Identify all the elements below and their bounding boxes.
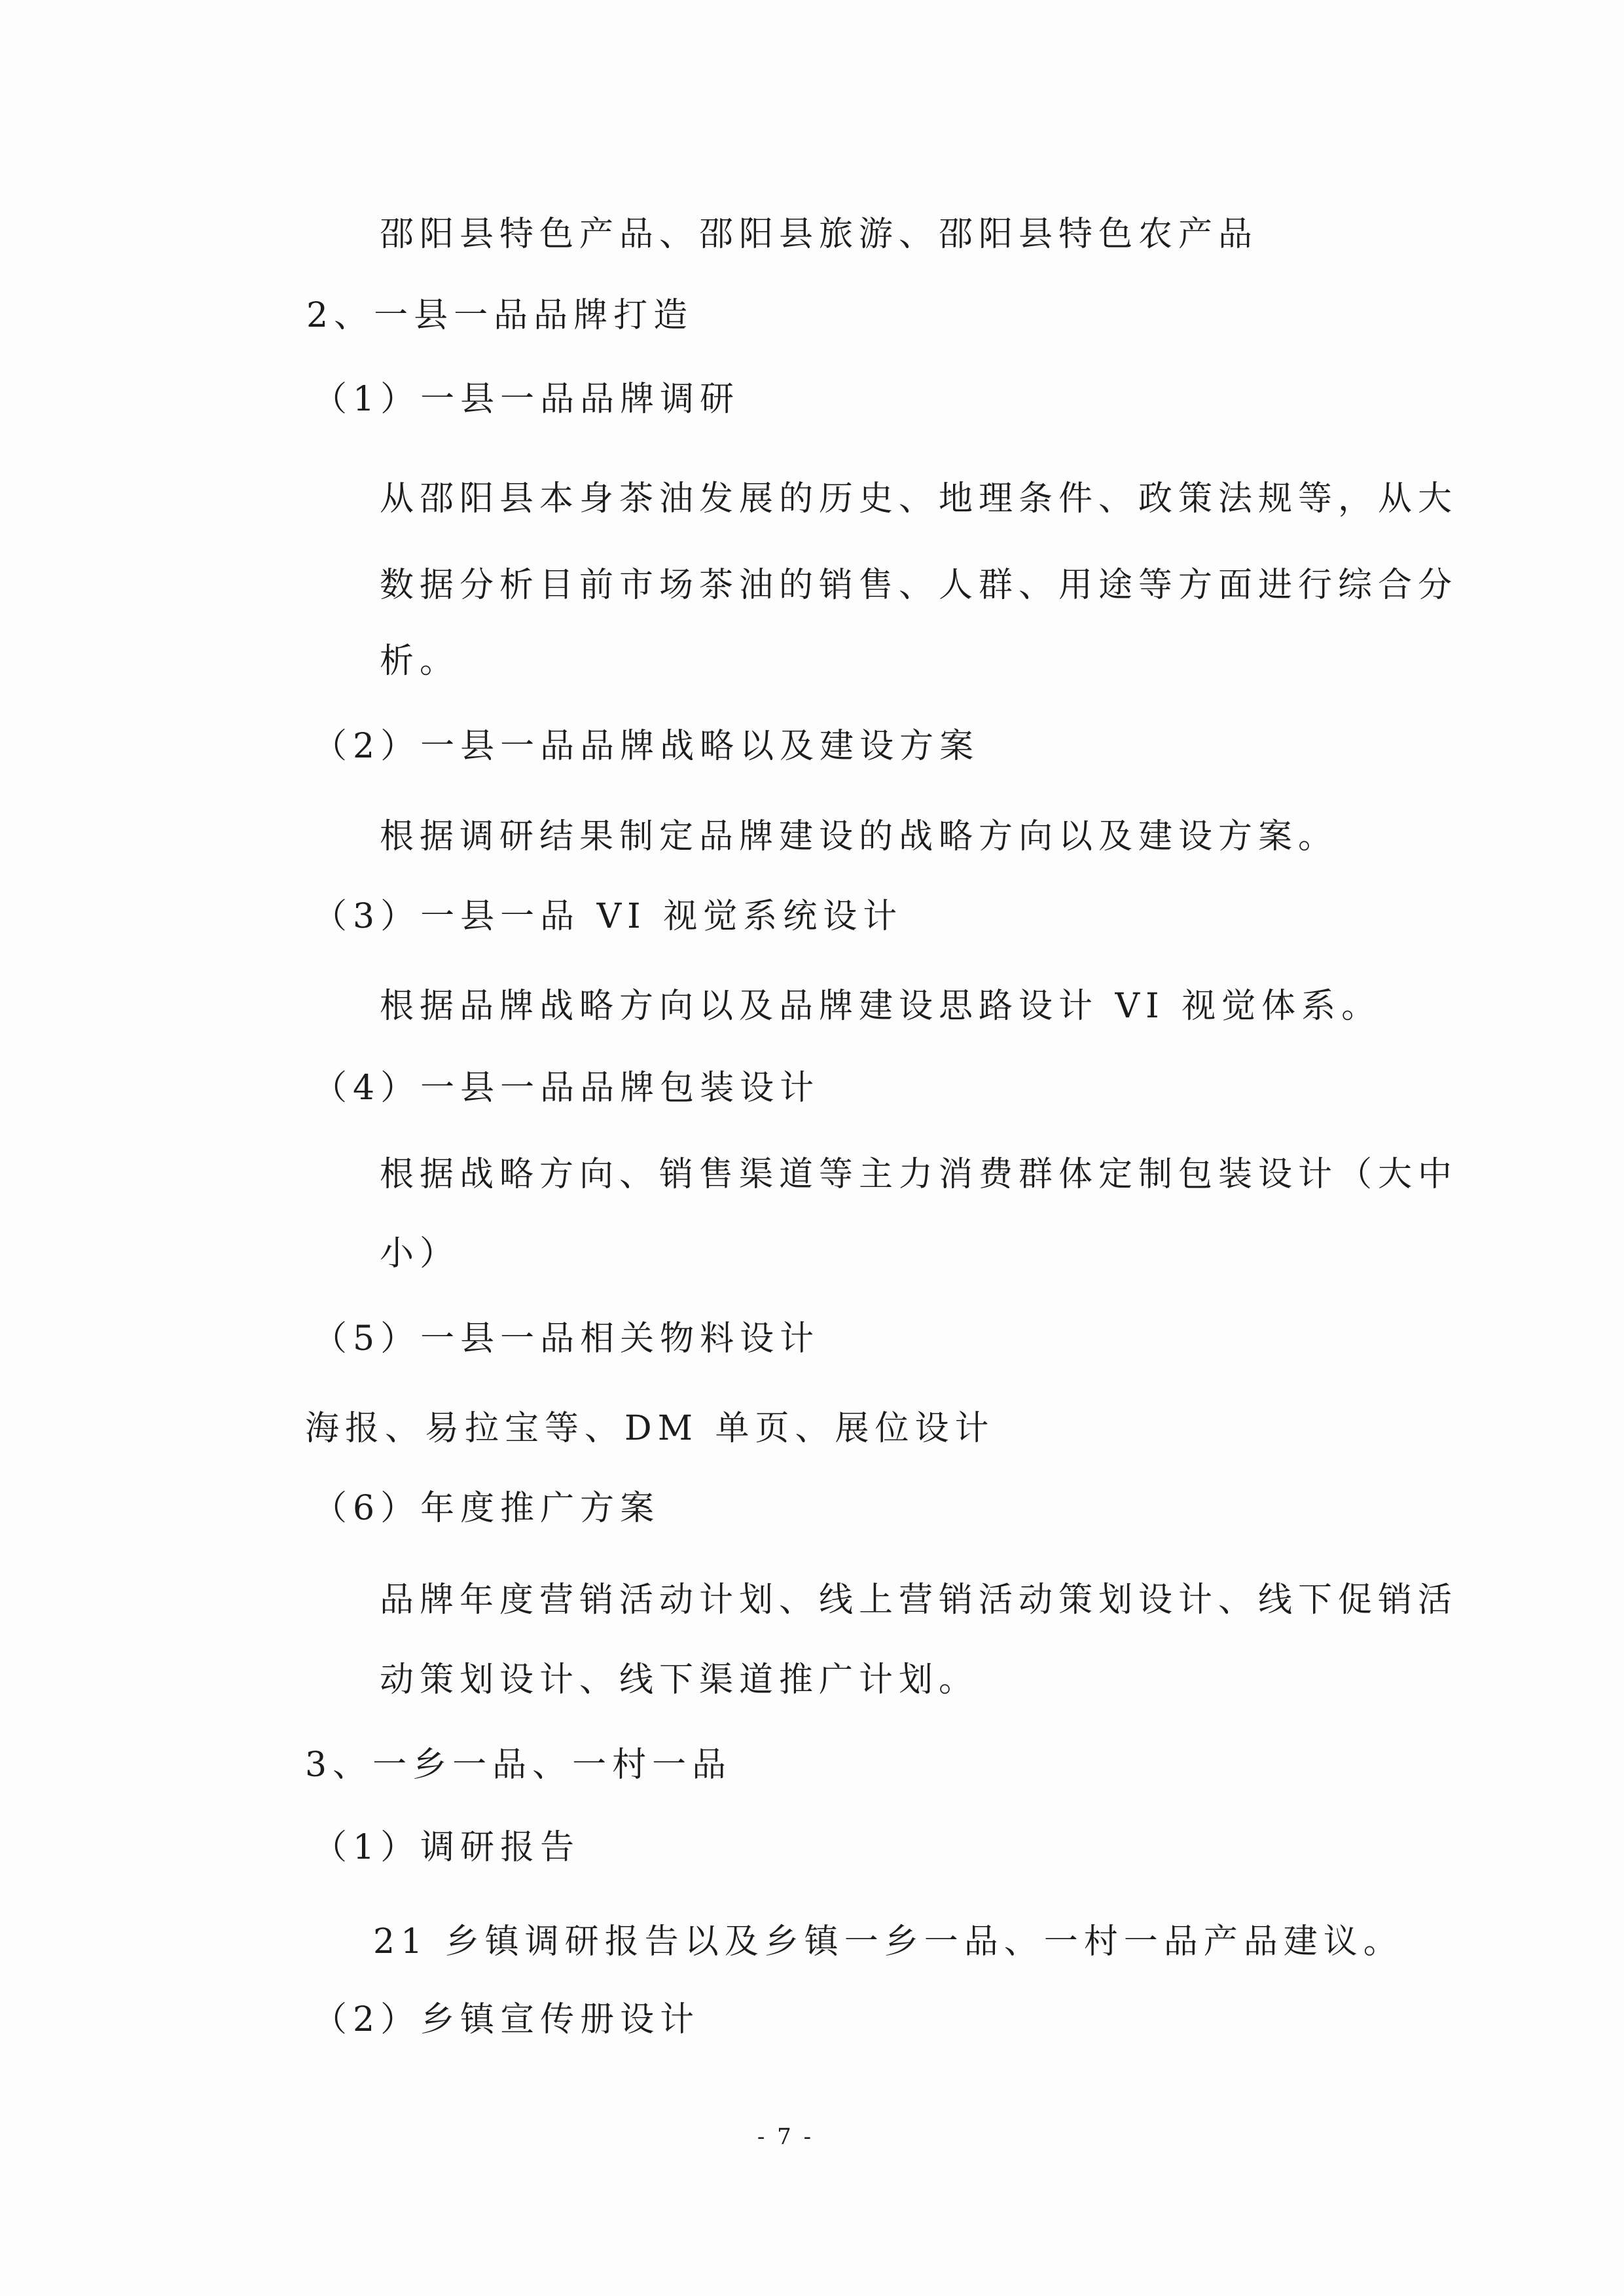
body-text-line: 析。 [380, 642, 460, 681]
subsection-heading: （2）乡镇宣传册设计 [313, 2000, 700, 2039]
subsection-heading: （4）一县一品品牌包装设计 [313, 1068, 820, 1108]
body-text-line: 动策划设计、线下渠道推广计划。 [380, 1660, 979, 1700]
subsection-heading: （3）一县一品 VI 视觉系统设计 [313, 897, 903, 936]
body-text-line: 21 乡镇调研报告以及乡镇一乡一品、一村一品产品建议。 [373, 1922, 1403, 1961]
body-text-line: 从邵阳县本身茶油发展的历史、地理条件、政策法规等，从大 [380, 479, 1458, 519]
section-heading: 3、一乡一品、一村一品 [305, 1745, 732, 1785]
body-text-line: 海报、易拉宝等、DM 单页、展位设计 [305, 1409, 995, 1448]
subsection-heading: （1）调研报告 [313, 1828, 581, 1867]
subsection-heading: （1）一县一品品牌调研 [313, 380, 740, 419]
body-text-line: 根据调研结果制定品牌建设的战略方向以及建设方案。 [380, 817, 1339, 856]
body-text-line: 根据战略方向、销售渠道等主力消费群体定制包装设计（大中 [380, 1155, 1458, 1194]
body-text-line: 数据分析目前市场茶油的销售、人群、用途等方面进行综合分 [380, 566, 1458, 605]
body-text-line: 小） [380, 1234, 460, 1273]
subsection-heading: （6）年度推广方案 [313, 1489, 660, 1528]
subsection-heading: （2）一县一品品牌战略以及建设方案 [313, 727, 980, 766]
body-text-line: 邵阳县特色产品、邵阳县旅游、邵阳县特色农产品 [380, 215, 1259, 254]
subsection-heading: （5）一县一品相关物料设计 [313, 1319, 820, 1358]
section-heading: 2、一县一品品牌打造 [306, 296, 694, 335]
body-text-line: 品牌年度营销活动计划、线上营销活动策划设计、线下促销活 [380, 1580, 1458, 1620]
page-number: - 7 - [757, 2124, 814, 2150]
body-text-line: 根据品牌战略方向以及品牌建设思路设计 VI 视觉体系。 [380, 987, 1382, 1026]
